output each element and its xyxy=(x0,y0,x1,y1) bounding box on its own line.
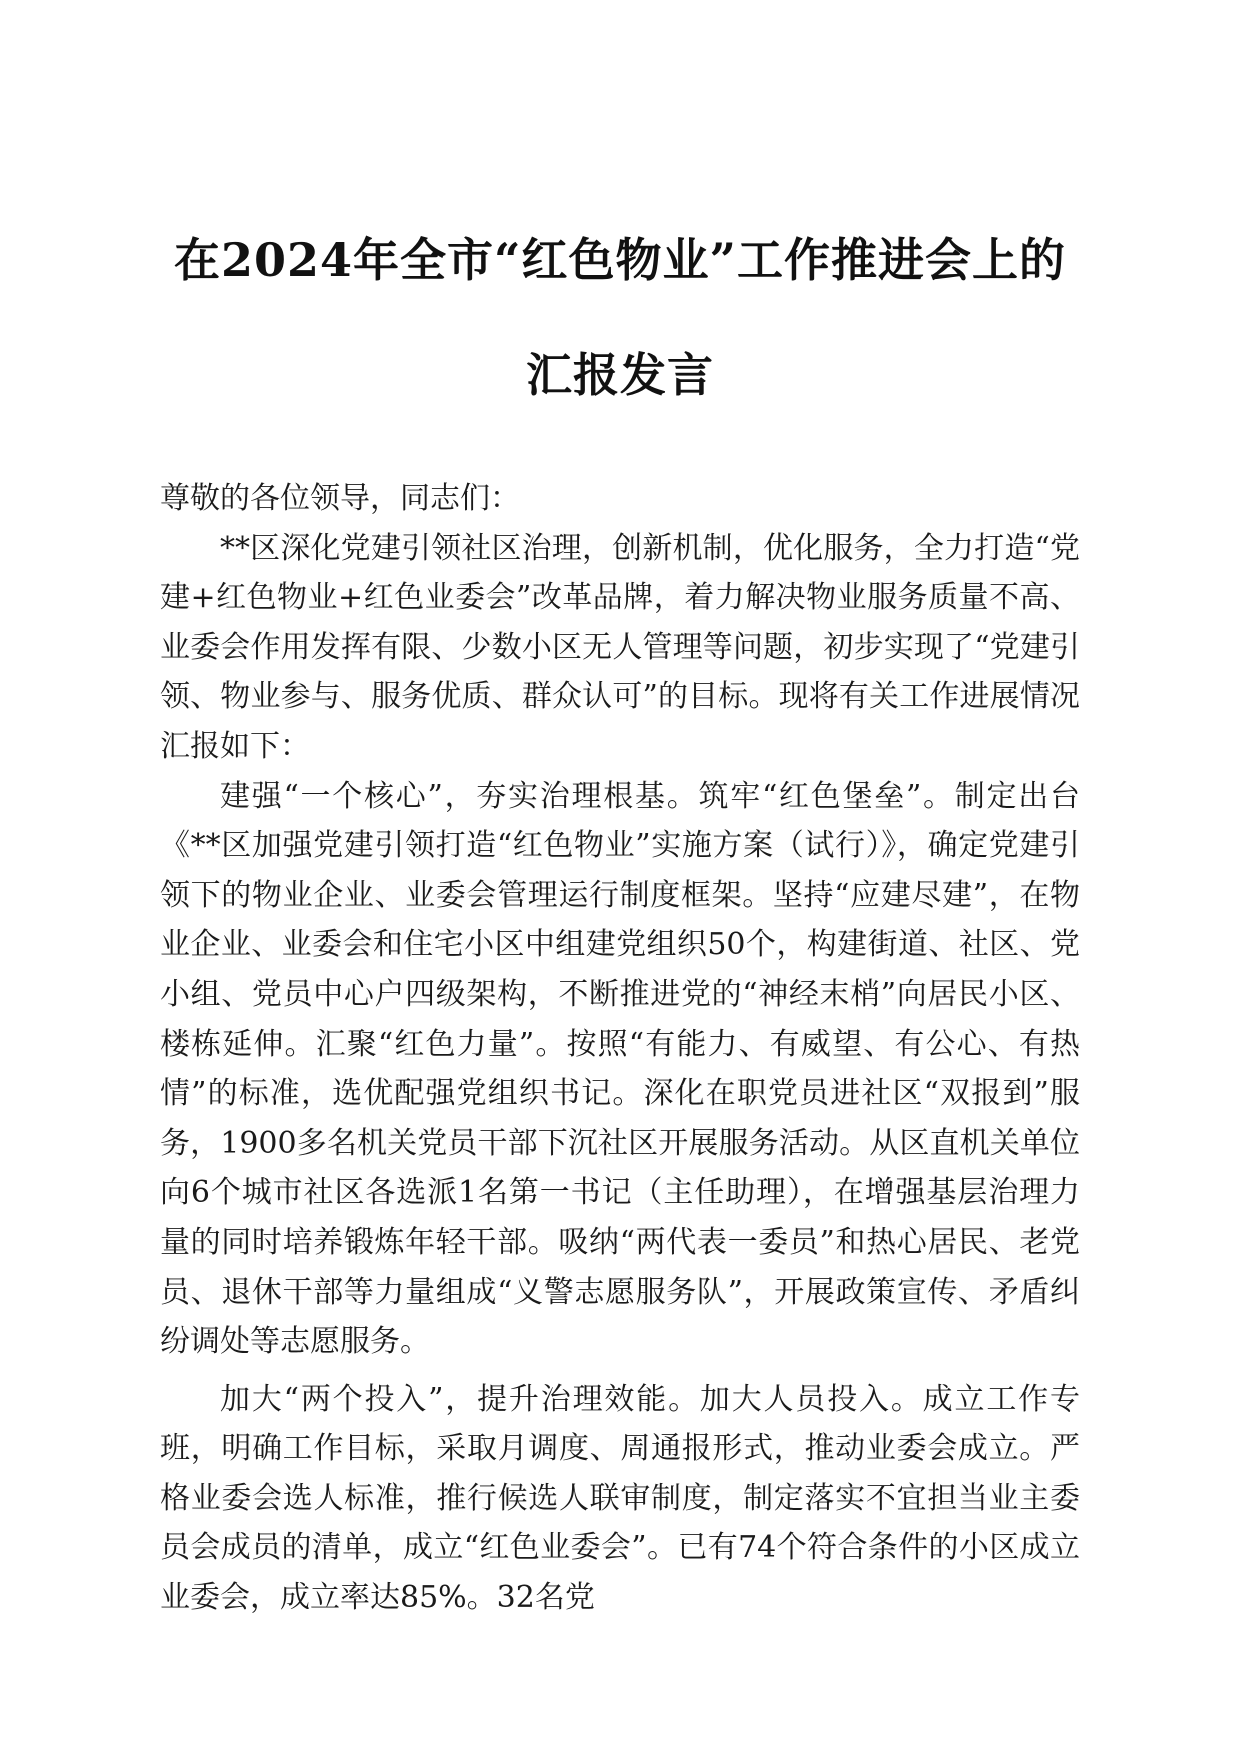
document-body xyxy=(160,474,1080,1623)
document-title-line-1: 在2024年全市“红色物业”工作推进会上的 xyxy=(174,233,1066,287)
paragraph-investment: 加大“两个投入”，提升治理效能。加大人员投入。成立工作专班，明确工作目标，采取月调度、周通报形式，推动业委会成立。严格业委会选人标准，推行候选人联审制度，制定落实不宜担当业主委员会成员的清单，成立“红色业委会”。已有74个符合条件的小区成立业委会，成立率达85%。32名党 xyxy=(160,1381,1080,1616)
paragraph-core: 建强“一个核心”，夯实治理根基。筑牢“红色堡垒”。制定出台《**区加强党建引领打造“红色物业”实施方案（试行）》，确定党建引领下的物业企业、业委会管理运行制度框架。坚持“应建尽建”，在物业企业、业委会和住宅小区中组建党组织50个，构建街道、社区、党小组、党员中心户四级架构，不断推进党的“神经末梢”向居民小区、楼栋延伸。汇聚“红色力量”。按照“有能力、有威望、有公心、有热情”的标准，选优配强党组织书记。深化在职党员进社区“双报到”服务，1900多名机关党员干部下沉社区开展服务活动。从区直机关单位向6个城市社区各选派1名第一书记（主任助理），在增强基层治理力量的同时培养锻炼年轻干部。吸纳“两代表一委员”和热心居民、老党员、退休干部等力量组成“义警志愿服务队”，开展政策宣传、矛盾纠纷调处等志愿服务。 xyxy=(160,778,1080,1360)
greeting: 尊敬的各位领导，同志们： xyxy=(160,481,520,516)
paragraph-intro: **区深化党建引领社区治理，创新机制，优化服务，全力打造“党建+红色物业+红色业委会”改革品牌，着力解决物业服务质量不高、业委会作用发挥有限、少数小区无人管理等问题，初步实现了“党建引领、物业参与、服务优质、群众认可”的目标。现将有关工作进展情况汇报如下： xyxy=(160,530,1080,764)
document-title-line-2: 汇报发言 xyxy=(526,348,714,402)
